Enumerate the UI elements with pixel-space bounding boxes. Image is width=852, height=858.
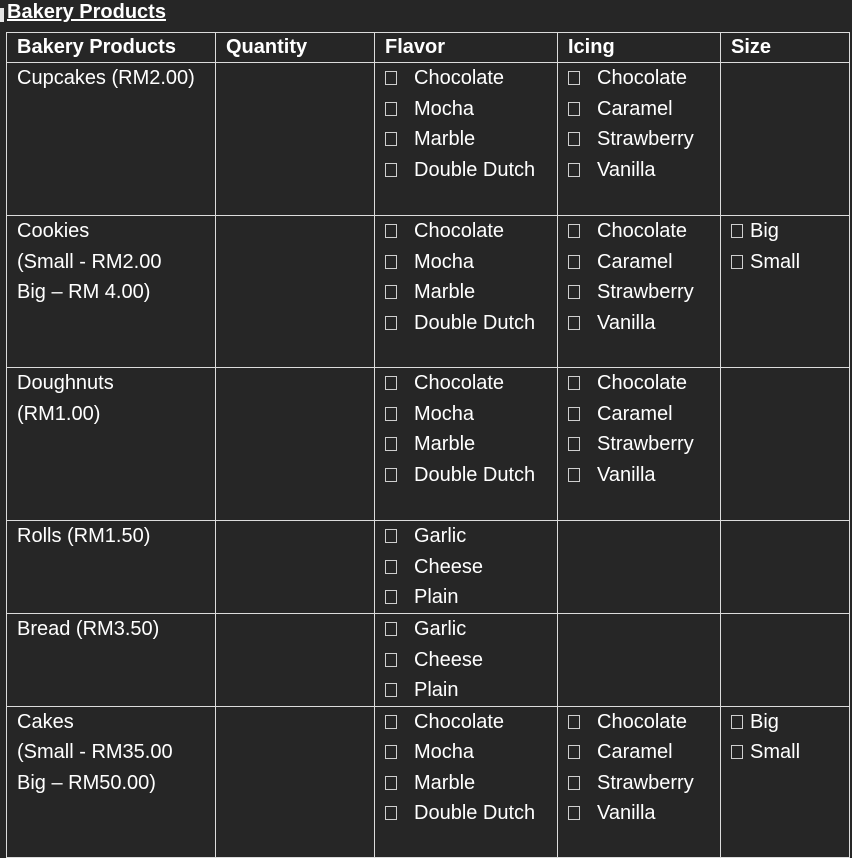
icing-option-caramel[interactable] [568,94,710,125]
table-row [7,216,850,368]
icing-option-label: Caramel [597,741,673,763]
icing-option-label: Caramel [597,250,673,273]
icing-option-label: Strawberry [597,281,694,303]
icing-option-strawberry[interactable] [568,429,710,460]
size-cell [721,63,850,216]
flavor-option-garlic[interactable] [385,521,547,552]
flavor-option-marble[interactable] [385,277,547,308]
icing-option-vanilla[interactable] [568,460,710,491]
checkbox-icon[interactable] [385,132,397,146]
flavor-option-label: Mocha [414,741,475,763]
flavor-option-mocha[interactable] [385,737,547,768]
header-size: Size [721,33,850,63]
product-cell: Cupcakes (RM2.00) [7,63,216,216]
flavor-option-marble[interactable] [385,429,547,460]
checkbox-icon[interactable] [385,806,397,820]
flavor-option-chocolate[interactable] [385,707,547,738]
icing-option-caramel[interactable] [568,399,710,430]
checkbox-icon[interactable] [731,745,743,759]
flavor-option-mocha[interactable] [385,247,547,278]
size-option-big[interactable] [731,707,839,738]
flavor-option-label: Plain [414,679,459,701]
quantity-cell[interactable] [216,216,375,368]
checkbox-icon[interactable] [568,71,580,85]
checkbox-icon[interactable] [385,468,397,482]
checkbox-icon[interactable] [568,745,580,759]
flavor-cell [375,216,558,368]
checkbox-icon[interactable] [385,529,397,543]
checkbox-icon[interactable] [385,71,397,85]
checkbox-icon[interactable] [385,776,397,790]
flavor-option-plain[interactable] [385,582,547,613]
icing-option-caramel[interactable] [568,247,710,278]
quantity-cell[interactable] [216,368,375,521]
flavor-option-label: Marble [414,433,476,455]
flavor-option-chocolate[interactable] [385,216,547,247]
icing-option-vanilla[interactable] [568,308,710,339]
size-option-small[interactable] [731,247,839,278]
flavor-option-marble[interactable] [385,124,547,155]
flavor-option-label: Double Dutch [414,802,536,824]
header-bakery-products: Bakery Products [7,33,216,63]
size-option-label: Small [750,250,801,273]
icing-option-vanilla[interactable] [568,798,710,829]
flavor-option-double-dutch[interactable] [385,460,547,491]
header-flavor: Flavor [375,33,558,63]
checkbox-icon[interactable] [385,224,397,238]
icing-option-label: Chocolate [597,220,688,242]
flavor-cell [375,706,558,857]
icing-cell [558,368,721,521]
flavor-option-double-dutch[interactable] [385,798,547,829]
flavor-option-label: Chocolate [414,220,505,242]
flavor-option-double-dutch[interactable] [385,155,547,186]
flavor-cell [375,368,558,521]
checkbox-icon[interactable] [731,715,743,729]
flavor-option-label: Chocolate [414,710,505,733]
size-option-big[interactable] [731,216,839,247]
checkbox-icon[interactable] [385,715,397,729]
flavor-option-marble[interactable] [385,768,547,799]
flavor-option-label: Double Dutch [414,463,536,486]
icing-cell [558,706,721,857]
flavor-option-double-dutch[interactable] [385,308,547,339]
icing-option-label: Chocolate [597,710,688,733]
checkbox-icon[interactable] [385,255,397,269]
table-row [7,63,850,216]
checkbox-icon[interactable] [568,437,580,451]
table-header-row [7,33,850,63]
icing-option-chocolate[interactable] [568,368,710,399]
size-option-label: Big [750,220,779,242]
checkbox-icon[interactable] [568,715,580,729]
flavor-option-label: Marble [414,281,476,303]
icing-option-label: Chocolate [597,67,688,89]
checkbox-icon[interactable] [568,132,580,146]
flavor-option-label: Double Dutch [414,158,536,181]
table-row [7,521,850,614]
size-cell [721,368,850,521]
icing-option-chocolate[interactable] [568,707,710,738]
quantity-cell[interactable] [216,614,375,707]
checkbox-icon[interactable] [568,163,580,177]
table-row [7,706,850,857]
checkbox-icon[interactable] [568,102,580,116]
flavor-option-mocha[interactable] [385,94,547,125]
checkbox-icon[interactable] [385,285,397,299]
checkbox-icon[interactable] [385,376,397,390]
size-option-small[interactable] [731,737,839,768]
checkbox-icon[interactable] [385,622,397,636]
flavor-option-label: Marble [414,128,476,150]
checkbox-icon[interactable] [385,102,397,116]
size-cell [721,706,850,857]
product-cell: Cookies (Small - RM2.00 Big – RM 4.00) [7,216,216,368]
checkbox-icon[interactable] [568,468,580,482]
flavor-cell [375,614,558,707]
flavor-option-chocolate[interactable] [385,368,547,399]
icing-option-strawberry[interactable] [568,768,710,799]
checkbox-icon[interactable] [385,683,397,697]
flavor-option-mocha[interactable] [385,399,547,430]
product-cell: Rolls (RM1.50) [7,521,216,614]
checkbox-icon[interactable] [385,560,397,574]
flavor-option-label: Garlic [414,525,467,547]
flavor-option-label: Garlic [414,618,467,640]
checkbox-icon[interactable] [385,590,397,604]
icing-option-label: Caramel [597,402,673,425]
checkbox-icon[interactable] [568,407,580,421]
icing-option-label: Chocolate [597,372,688,394]
size-cell [721,216,850,368]
icing-option-label: Caramel [597,97,673,120]
icing-option-chocolate[interactable] [568,216,710,247]
table-move-handle-icon[interactable] [0,8,4,22]
flavor-option-label: Mocha [414,97,475,120]
icing-option-label: Strawberry [597,771,694,794]
checkbox-icon[interactable] [568,316,580,330]
icing-option-strawberry[interactable] [568,124,710,155]
checkbox-icon[interactable] [385,745,397,759]
checkbox-icon[interactable] [385,163,397,177]
flavor-option-label: Mocha [414,402,475,425]
table-row [7,368,850,521]
flavor-option-garlic[interactable] [385,614,547,645]
checkbox-icon[interactable] [385,653,397,667]
checkbox-icon[interactable] [568,776,580,790]
checkbox-icon[interactable] [568,255,580,269]
icing-cell [558,614,721,707]
icing-cell [558,521,721,614]
checkbox-icon[interactable] [731,255,743,269]
checkbox-icon[interactable] [568,285,580,299]
flavor-option-chocolate[interactable] [385,63,547,94]
flavor-option-label: Double Dutch [414,311,536,334]
checkbox-icon[interactable] [385,437,397,451]
document-title: Bakery Products [7,1,166,23]
icing-option-label: Strawberry [597,128,694,150]
icing-option-label: Vanilla [597,311,656,334]
product-cell: Bread (RM3.50) [7,614,216,707]
flavor-option-label: Cheese [414,555,483,578]
quantity-cell[interactable] [216,706,375,857]
flavor-option-label: Mocha [414,250,475,273]
table-row [7,614,850,707]
flavor-option-label: Chocolate [414,372,505,394]
checkbox-icon[interactable] [568,376,580,390]
checkbox-icon[interactable] [731,224,743,238]
quantity-cell[interactable] [216,521,375,614]
icing-option-chocolate[interactable] [568,63,710,94]
icing-option-strawberry[interactable] [568,277,710,308]
checkbox-icon[interactable] [385,316,397,330]
flavor-option-label: Marble [414,771,476,794]
flavor-option-plain[interactable] [385,675,547,706]
product-cell: Cakes (Small - RM35.00 Big – RM50.00) [7,706,216,857]
size-option-label: Big [750,710,779,733]
header-quantity: Quantity [216,33,375,63]
icing-option-caramel[interactable] [568,737,710,768]
icing-option-label: Vanilla [597,802,656,824]
bakery-products-table [6,32,850,858]
flavor-cell [375,521,558,614]
size-cell [721,521,850,614]
icing-option-label: Strawberry [597,433,694,455]
header-icing: Icing [558,33,721,63]
checkbox-icon[interactable] [568,806,580,820]
flavor-option-cheese[interactable] [385,645,547,676]
checkbox-icon[interactable] [568,224,580,238]
icing-cell [558,216,721,368]
quantity-cell[interactable] [216,63,375,216]
flavor-option-label: Chocolate [414,67,505,89]
icing-option-vanilla[interactable] [568,155,710,186]
flavor-option-label: Plain [414,586,459,608]
flavor-cell [375,63,558,216]
size-cell [721,614,850,707]
flavor-option-label: Cheese [414,648,483,671]
icing-option-label: Vanilla [597,158,656,181]
flavor-option-cheese[interactable] [385,552,547,583]
product-cell: Doughnuts (RM1.00) [7,368,216,521]
checkbox-icon[interactable] [385,407,397,421]
icing-option-label: Vanilla [597,463,656,486]
icing-cell [558,63,721,216]
size-option-label: Small [750,741,801,763]
